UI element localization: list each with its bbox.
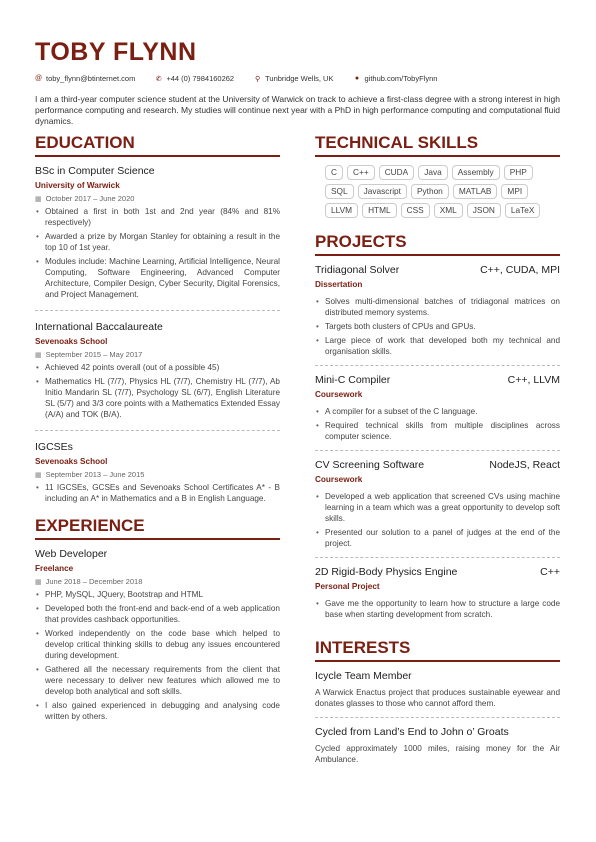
- skill-tag: MATLAB: [453, 184, 498, 199]
- entry-title: IGCSEs: [35, 441, 73, 453]
- phone-icon: ✆: [155, 75, 162, 83]
- project-entry: [315, 459, 560, 549]
- project-title: Mini-C Compiler: [315, 374, 391, 386]
- interest-entry: [315, 726, 560, 765]
- interest-text: Cycled approximately 1000 miles, raising money for the Air Ambulance.: [315, 744, 560, 764]
- project-type: Coursework: [315, 390, 363, 399]
- summary: I am a third-year computer science student at the University of Warwick on track to achieve a first-class degree with a strong interest in high performance computing and research. My studies will continue next year with a PhD in high performance computing and computational fluid dynamics.: [35, 94, 560, 126]
- project-type: Dissertation: [315, 280, 363, 289]
- skills-list: [315, 165, 550, 222]
- experience-heading: EXPERIENCE: [35, 516, 280, 540]
- location-pin-icon: ⚲: [255, 75, 261, 83]
- divider: [35, 310, 280, 311]
- interest-title: Cycled from Land’s End to John o’ Groats: [315, 726, 509, 738]
- list-item: • Developed a web application that screened CVs using machine learning in a team which was a great opportunity to develop soft skills.: [315, 491, 560, 524]
- education-entry: [35, 165, 280, 300]
- contact-email[interactable]: @ toby_flynn@btinternet.com: [35, 74, 136, 83]
- project-tech: NodeJS, React: [489, 459, 560, 471]
- skill-tag: C: [325, 165, 343, 180]
- skill-tag: Javascript: [358, 184, 407, 199]
- list-item: • Gave me the opportunity to learn how to structure a large code base when starting development from scratch.: [315, 598, 560, 620]
- skill-tag: C++: [347, 165, 375, 180]
- skill-tag: SQL: [325, 184, 354, 199]
- calendar-icon: ▦: [35, 471, 42, 479]
- list-item: • PHP, MySQL, JQuery, Bootstrap and HTML: [35, 589, 280, 600]
- list-item: • Large piece of work that developed both my technical and organisation skills.: [315, 335, 560, 357]
- list-item: • Presented our solution to a panel of judges at the end of the project.: [315, 527, 560, 549]
- projects-heading: PROJECTS: [315, 232, 560, 256]
- project-entry: [315, 264, 560, 357]
- project-tech: C++, CUDA, MPI: [480, 264, 560, 276]
- list-item: • 11 IGCSEs, GCSEs and Sevenoaks School Certificates A* - B including an A* in Mathematics and a B in English Language.: [35, 482, 280, 504]
- entry-date: ▦ June 2018 – December 2018: [35, 577, 143, 586]
- list-item: • Gathered all the necessary requirements from the client that were necessary to deliver new features which allowed me to develop both analytical and soft skills.: [35, 664, 280, 697]
- list-item: • A compiler for a subset of the C language.: [315, 406, 560, 417]
- education-entry: [35, 441, 280, 504]
- list-item: • Solves multi-dimensional batches of tridiagonal matrices on distributed memory systems.: [315, 296, 560, 318]
- skill-tag: PHP: [504, 165, 533, 180]
- list-item: • I also gained experienced in debugging and analysing code written by others.: [35, 700, 280, 722]
- calendar-icon: ▦: [35, 195, 42, 203]
- skill-tag: Python: [411, 184, 449, 199]
- list-item: • Awarded a prize by Morgan Stanley for obtaining a result in the top 10 of 1st year.: [35, 231, 280, 253]
- project-title: 2D Rigid-Body Physics Engine: [315, 566, 458, 578]
- list-item: • Mathematics HL (7/7), Physics HL (7/7), Chemistry HL (7/7), Ab Initio Mandarin SL (7/7), Psychology SL (6/7), English Literature SL (5/7) and 3/3 core points with a Mathematics Extended Essay (A/A) and TOK (B/A).: [35, 376, 280, 420]
- list-item: • Developed both the front-end and back-end of a web application that provides cashback opportunities.: [35, 603, 280, 625]
- contact-github[interactable]: ● github.com/TobyFlynn: [354, 74, 438, 83]
- at-icon: @: [35, 75, 43, 82]
- divider: [315, 450, 560, 451]
- skill-tag: Assembly: [452, 165, 500, 180]
- list-item: • Achieved 42 points overall (out of a possible 45): [35, 362, 280, 373]
- project-title: CV Screening Software: [315, 459, 425, 471]
- skill-tag: LLVM: [325, 203, 358, 218]
- contact-phone[interactable]: ✆ +44 (0) 7984160262: [155, 74, 235, 83]
- entry-org: University of Warwick: [35, 181, 120, 190]
- list-item: • Required technical skills from multiple disciplines across computer science.: [315, 420, 560, 442]
- left-column: [35, 133, 280, 725]
- list-item: • Targets both clusters of CPUs and GPUs.: [315, 321, 560, 332]
- entry-date: ▦ September 2015 – May 2017: [35, 350, 143, 359]
- calendar-icon: ▦: [35, 578, 42, 586]
- github-icon: ●: [354, 75, 360, 82]
- skill-tag: JSON: [467, 203, 501, 218]
- interest-entry: [315, 670, 560, 709]
- divider: [315, 365, 560, 366]
- contact-bar: [35, 74, 457, 83]
- divider: [315, 717, 560, 718]
- skill-tag: CSS: [401, 203, 430, 218]
- list-item: • Worked independently on the code base which helped to develop critical thinking skills to debug any issues encountered during development.: [35, 628, 280, 661]
- divider: [315, 557, 560, 558]
- entry-org: Freelance: [35, 564, 74, 573]
- education-heading: EDUCATION: [35, 133, 280, 157]
- project-entry: [315, 374, 560, 442]
- entry-org: Sevenoaks School: [35, 457, 108, 466]
- right-column: [315, 133, 560, 765]
- interests-heading: INTERESTS: [315, 638, 560, 662]
- project-entry: [315, 566, 560, 620]
- entry-title: BSc in Computer Science: [35, 165, 155, 177]
- entry-date: ▦ October 2017 – June 2020: [35, 194, 135, 203]
- project-type: Personal Project: [315, 582, 380, 591]
- skill-tag: XML: [434, 203, 463, 218]
- experience-entry: [35, 548, 280, 722]
- skill-tag: CUDA: [379, 165, 415, 180]
- candidate-name: TOBY FLYNN: [35, 38, 197, 66]
- contact-location: ⚲ Tunbridge Wells, UK: [255, 74, 334, 83]
- skill-tag: HTML: [362, 203, 397, 218]
- divider: [35, 430, 280, 431]
- entry-title: International Baccalaureate: [35, 321, 163, 333]
- skill-tag: LaTeX: [505, 203, 541, 218]
- education-entry: [35, 321, 280, 420]
- calendar-icon: ▦: [35, 351, 42, 359]
- skill-tag: Java: [418, 165, 448, 180]
- project-tech: C++: [540, 566, 560, 578]
- entry-org: Sevenoaks School: [35, 337, 108, 346]
- project-type: Coursework: [315, 475, 363, 484]
- interest-title: Icycle Team Member: [315, 670, 412, 682]
- interest-text: A Warwick Enactus project that produces sustainable eyewear and donates glasses to those who cannot afford them.: [315, 688, 560, 708]
- list-item: • Obtained a first in both 1st and 2nd year (84% and 81% respectively): [35, 206, 280, 228]
- project-title: Tridiagonal Solver: [315, 264, 400, 276]
- list-item: • Modules include: Machine Learning, Artificial Intelligence, Neural Computing, Software Engineering, Advanced Computer Architecture, Compiler Design, Cyber Security, Digital Forensics, and Project Management.: [35, 256, 280, 300]
- project-tech: C++, LLVM: [507, 374, 560, 386]
- skills-heading: TECHNICAL SKILLS: [315, 133, 560, 157]
- skill-tag: MPI: [501, 184, 528, 199]
- entry-date: ▦ September 2013 – June 2015: [35, 470, 145, 479]
- entry-title: Web Developer: [35, 548, 108, 560]
